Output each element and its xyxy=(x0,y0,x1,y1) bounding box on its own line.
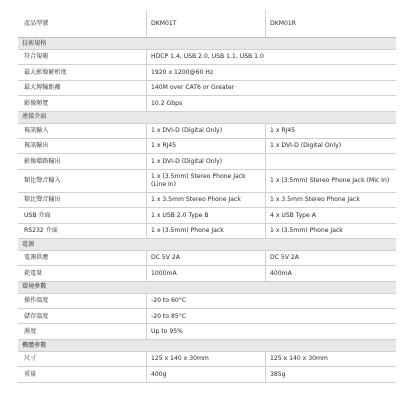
row-value-b: DC 5V 2A xyxy=(266,250,397,265)
row-label: 影像頻寬 xyxy=(18,96,147,111)
table-header-row xyxy=(18,10,396,38)
row-label: 符合規範 xyxy=(18,50,147,65)
table-row xyxy=(18,169,396,192)
table-row xyxy=(18,192,396,207)
row-value: -20 to 85°C xyxy=(147,309,397,324)
table-row xyxy=(18,65,396,80)
row-value-a: 1 x (3.5mm) Phone Jack xyxy=(147,223,266,238)
section-row xyxy=(18,339,396,351)
row-value-a: 125 x 140 x 30mm xyxy=(147,351,266,366)
table-row xyxy=(18,351,396,366)
spec-table xyxy=(18,10,396,383)
row-value-a: 1 x RJ45 xyxy=(147,138,266,153)
row-value-b: 125 x 140 x 30mm xyxy=(266,351,397,366)
row-value-b: 1 x RJ45 xyxy=(266,123,397,138)
section-env: 環境參數 xyxy=(18,281,396,293)
row-value-a: 1 x (3.5mm) Stereo Phone Jack (Line In) xyxy=(147,169,266,192)
row-value-b: 400mA xyxy=(266,266,397,281)
table-row xyxy=(18,50,396,65)
table-row xyxy=(18,138,396,153)
row-label: 類比聲音輸出 xyxy=(18,192,147,207)
table-row xyxy=(18,324,396,339)
header-model-a: DKM01T xyxy=(147,10,266,38)
row-label: 最大影像解析度 xyxy=(18,65,147,80)
row-value-a: 400g xyxy=(147,367,266,382)
row-label: 類比聲音輸入 xyxy=(18,169,147,192)
row-value-b: 1 x (3.5mm) Phone Jack xyxy=(266,223,397,238)
row-value-b: 1 x 3.5mm Stereo Phone Jack xyxy=(266,192,397,207)
table-row xyxy=(18,154,396,169)
row-label: RS232 介面 xyxy=(18,223,147,238)
row-value: 10.2 Gbps xyxy=(147,96,397,111)
row-value: 140M over CAT6 or Greater xyxy=(147,80,397,95)
row-value-b: 1 x DVI-D (Digital Only) xyxy=(266,138,397,153)
section-row xyxy=(18,38,396,50)
row-value-a: 1 x USB 2.0 Type B xyxy=(147,208,266,223)
row-label: 電源供應 xyxy=(18,250,147,265)
row-label: 操作溫度 xyxy=(18,293,147,308)
row-label: 視訊輸出 xyxy=(18,138,147,153)
table-row xyxy=(18,293,396,308)
table-row xyxy=(18,96,396,111)
row-label: USB 介面 xyxy=(18,208,147,223)
row-label: 儲存溫度 xyxy=(18,309,147,324)
row-value: -20 to 60°C xyxy=(147,293,397,308)
row-value-a: DC 5V 2A xyxy=(147,250,266,265)
table-row xyxy=(18,250,396,265)
row-value-a: 1 x 3.5mm Stereo Phone Jack xyxy=(147,192,266,207)
row-label: 尺寸 xyxy=(18,351,147,366)
table-row xyxy=(18,80,396,95)
section-mech: 機體參數 xyxy=(18,339,396,351)
section-row xyxy=(18,238,396,250)
row-value: HDCP 1.4, USB 2.0, USB 1.1, USB 1.0 xyxy=(147,50,397,65)
row-value-a: 1000mA xyxy=(147,266,266,281)
row-value-b: 1 x (3.5mm) Stereo Phone Jack (Mic In) xyxy=(266,169,397,192)
section-row xyxy=(18,281,396,293)
row-label: 影像環路輸出 xyxy=(18,154,147,169)
table-row xyxy=(18,266,396,281)
table-row xyxy=(18,309,396,324)
header-label: 產品型號 xyxy=(18,10,147,38)
table-row xyxy=(18,223,396,238)
section-tech: 技術規格 xyxy=(18,38,396,50)
row-value: 1920 x 1200@60 Hz xyxy=(147,65,397,80)
section-power: 電源 xyxy=(18,238,396,250)
table-row xyxy=(18,367,396,382)
section-ports: 連接介面 xyxy=(18,111,396,123)
row-value-a: 1 x DVI-D (Digital Only) xyxy=(147,123,266,138)
table-row xyxy=(18,208,396,223)
row-label: 濕度 xyxy=(18,324,147,339)
table-row xyxy=(18,123,396,138)
row-value-b-empty xyxy=(266,154,397,169)
row-label: 最大傳輸距離 xyxy=(18,80,147,95)
row-value-b: 4 x USB Type A xyxy=(266,208,397,223)
row-value-b: 385g xyxy=(266,367,397,382)
row-value: Up to 95% xyxy=(147,324,397,339)
row-label: 重量 xyxy=(18,367,147,382)
row-label: 視訊輸入 xyxy=(18,123,147,138)
header-model-b: DKM01R xyxy=(266,10,397,38)
row-value-a: 1 x DVI-D (Digital Only) xyxy=(147,154,266,169)
section-row xyxy=(18,111,396,123)
row-label: 耗電量 xyxy=(18,266,147,281)
